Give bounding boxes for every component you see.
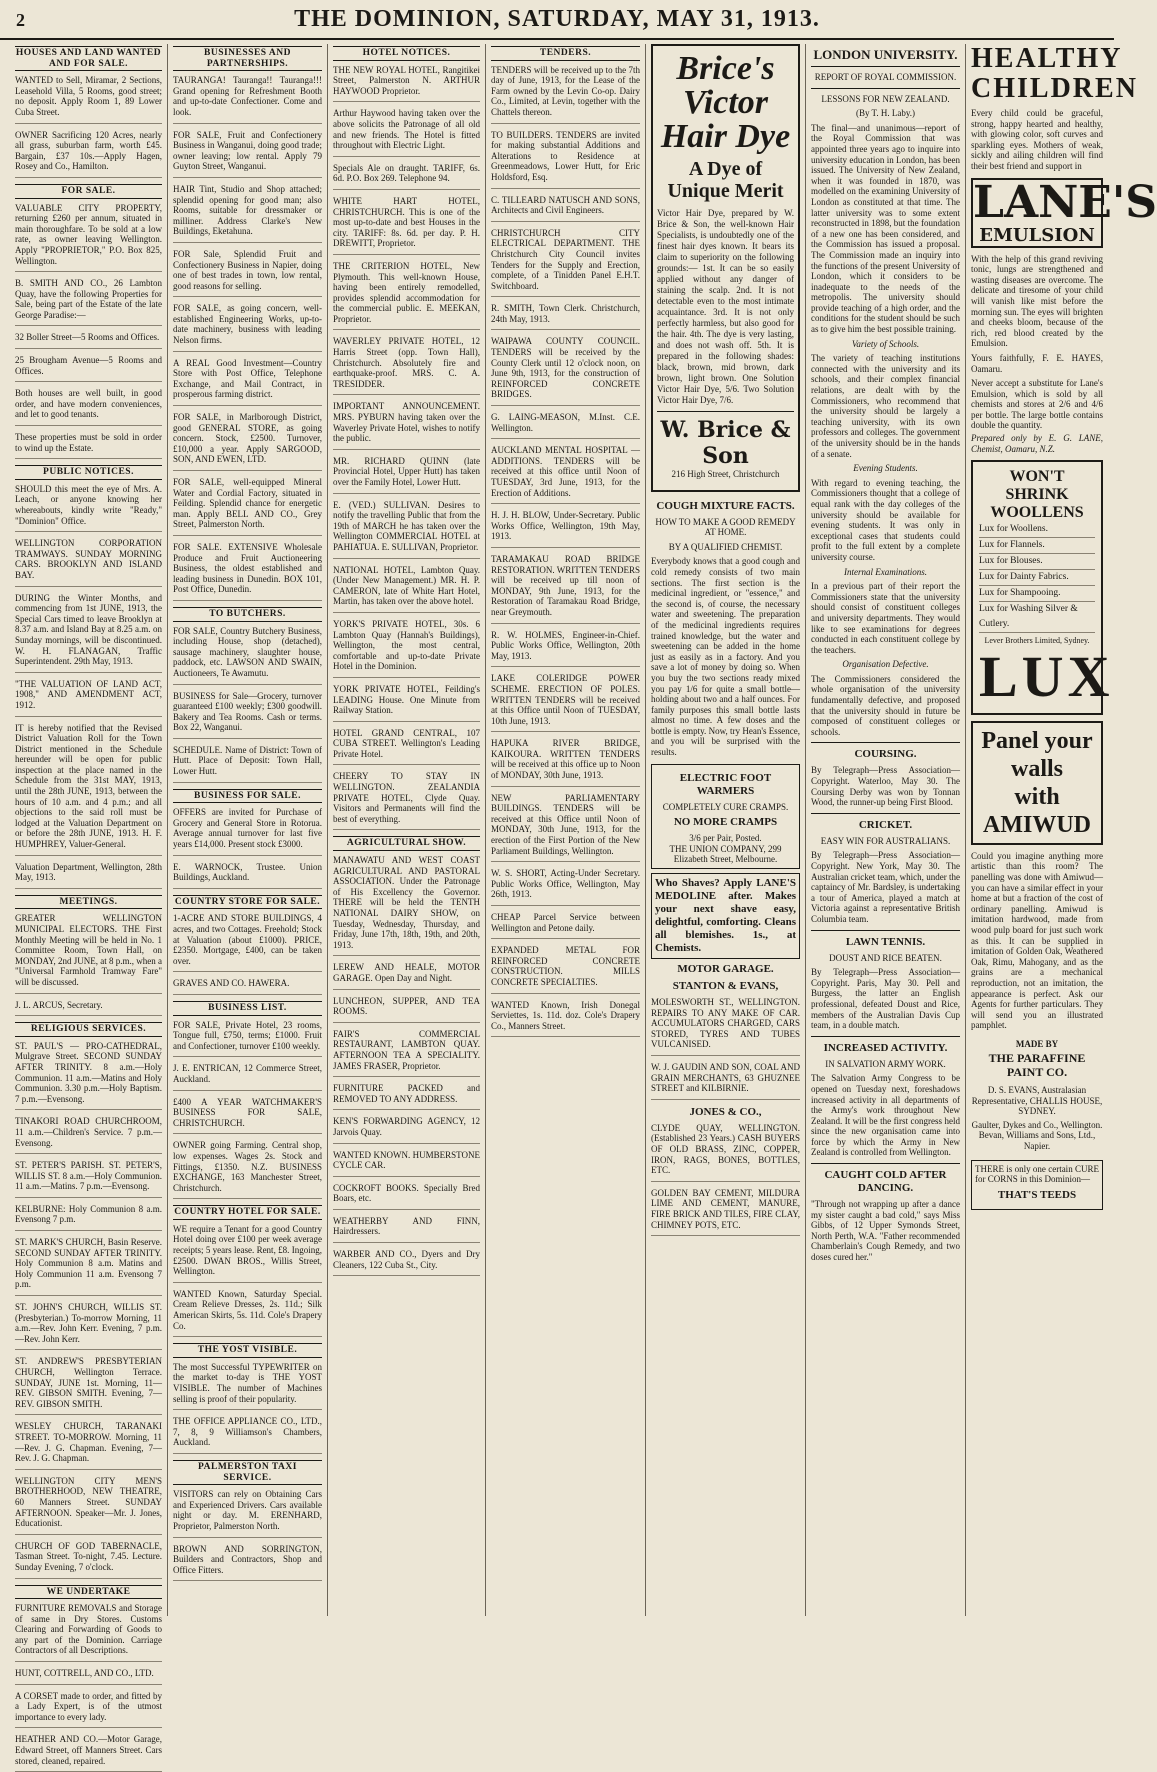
article-byline: BY A QUALIFIED CHEMIST. (668, 541, 783, 552)
classified-item: HAIR Tint, Studio and Shop attached; splendid opening for good man; also Rooms, suitable for dressmaker or milliner. Address Clarke's New Buildings, Eketahuna. (173, 184, 322, 243)
lux-maker: Lever Brothers Limited, Sydney. (984, 636, 1090, 646)
classified-item: BUSINESS for Sale—Grocery, turnover guaranteed £100 weekly; £300 goodwill. Bakery and Tea Rooms. Cash or terms. Box 22, Wanganui. (173, 691, 322, 739)
classified-item: WE require a Tenant for a good Country Hotel doing over £100 per week average receipts; 5 years lease. Rent, £8. Ingoing, £2500. DWAN BROS., Willis Street, Wellington. (173, 1224, 322, 1283)
masthead (0, 0, 1114, 40)
news-heading: INCREASED ACTIVITY. (823, 1041, 948, 1054)
warmer-firm: THE UNION COMPANY, 299 Elizabeth Street, Melbourne. (669, 843, 782, 865)
cement-advert: GOLDEN BAY CEMENT, MILDURA LIME AND CEMENT, MANURE, FIRE BRICK AND TILES, FIRE CLAY, CHIMNEY POTS, ETC. (651, 1188, 800, 1236)
warmer-price: 3/6 per Pair, Posted. (689, 833, 762, 844)
column-hair-dye (646, 44, 806, 1616)
classified-item: HUNT, COTTRELL, AND CO., LTD. (15, 1668, 162, 1685)
classified-item: WHITE HART HOTEL, CHRISTCHURCH. This is one of the most up-to-date and best Houses in the city. TARIFF: 8s. 6d. per day. P. H. DREWITT, Proprietor. (333, 196, 480, 255)
classified-item: FURNITURE REMOVALS and Storage of same in Dry Stores. Customs Clearing and Forwarding of Goods to any part of the Dominion. Carriage Contractors of all Descriptions. (15, 1603, 162, 1662)
classified-item: LEREW AND HEALE, MOTOR GARAGE. Open Day and Night. (333, 962, 480, 989)
classified-item: LAKE COLERIDGE POWER SCHEME. ERECTION OF POLES. WRITTEN TENDERS will be received at this Office until Noon of TUESDAY, 10th June, 1913. (491, 673, 640, 732)
classified-item: FOR SALE, well-equipped Mineral Water and Cordial Factory, situated in Feilding. Splendid chance for energetic man. Apply BELL AND CO., Grey Street, Palmerston North. (173, 477, 322, 536)
news-heading: LAWN TENNIS. (845, 935, 926, 948)
classified-item: VALUABLE CITY PROPERTY, returning £260 per annum, situated in main thoroughfare. To be sold at a low rate, as owner leaving Wellington. Apply "PROPRIETOR," P.O. Box 825, Wellington. (15, 203, 162, 273)
warmer-heading: ELECTRIC FOOT WARMERS (679, 771, 772, 797)
lanes-logo (971, 176, 1157, 248)
classified-item: AUCKLAND MENTAL HOSPITAL — ADDITIONS. TENDERS will be received at this office until Noon of TUESDAY, 3rd June, 1913, for the Erection of Additions. (491, 445, 640, 504)
amiwud-heading-1: Panel your walls (981, 727, 1093, 782)
article-heading: COUGH MIXTURE FACTS. (656, 499, 795, 512)
subsection-heading: Variety of Schools. (851, 338, 920, 349)
classified-item: FOR Sale, Splendid Fruit and Confectionery Business in Napier, doing one of best trades in town, low rental, good reasons for selling. (173, 249, 322, 297)
news-subheading: IN SALVATION ARMY WORK. (825, 1058, 946, 1069)
classified-item: THE NEW ROYAL HOTEL, Rangitikei Street, Palmerston N. ARTHUR HAYWOOD Proprietor. (333, 65, 480, 103)
columns (10, 43, 1157, 1766)
classified-item: GREATER WELLINGTON MUNICIPAL ELECTORS. THE First Monthly Meeting will be held in No. 1 Committee Room, Town Hall, on MONDAY, 2nd JUNE, at 8 p.m., when a "Universal Farmhold Tramway Fare" will be discussed. (15, 913, 162, 993)
classified-item: FOR SALE, as going concern, well-established Engineering Works, up-to-date machinery, business with leading Nelson firms. (173, 303, 322, 351)
lanes-word: LANE'S (973, 176, 1157, 228)
classified-item: Both houses are well built, in good order, and have modern conveniences, and let to good tenants. (15, 388, 162, 426)
classified-item: These properties must be sold in order to wind up the Estate. (15, 432, 162, 459)
classified-item: C. TILLEARD NATUSCH AND SONS, Architects and Civil Engineers. (491, 195, 640, 222)
advert-body: Victor Hair Dye, prepared by W. Brice & Son, the well-known Hair Specialists, is undoubtedly one of the finest hair dyes known. It bears its claim to superiority on the following grounds:— 1st. It can be so easily applied without any danger of staining the scalp. 2nd. It is not detectable even to the most intimate acquaintance. 3rd. It is not only perfectly harmless, but also good for the hair. 4th. The dye is very lasting, and does not wash off. 5th. It is prepared in the following shades: black, brown, mid brown, dark brown, light brown. One Solution Victor Hair Dye, 5/6. Two Solution Victor Hair Dye, 7/6. (657, 208, 794, 405)
lanes-body: With the help of this grand reviving tonic, lungs are strengthened and wasting diseases are overcome. The delicate and tiresome of your child will vanish like mist before the morning sun. The eyes will brighten and cheeks bloom, because of the rich, red blood created by the Emulsion. (971, 253, 1103, 349)
classified-item: J. L. ARCUS, Secretary. (15, 1000, 162, 1017)
classified-item: ST. PAUL'S — PRO-CATHEDRAL, Mulgrave Street. SECOND SUNDAY AFTER TRINITY. 8 a.m.—Holy Communion. 11 a.m.—Matins and Holy Communion. 3.30 p.m.—Holy Baptism. 7 p.m.—Evensong. (15, 1041, 162, 1111)
classified-item: E. WARNOCK, Trustee. Union Buildings, Auckland. (173, 862, 322, 889)
classified-item: TENDERS will be received up to the 7th day of June, 1913, for the Lease of the Farm owned by the Levin Co-op. Dairy Co., Limited, at Levin, together with the Chattels thereon. (491, 65, 640, 124)
classified-item: LUNCHEON, SUPPER, AND TEA ROOMS. (333, 996, 480, 1023)
paraffine-agent: D. S. EVANS, Australasian Representative, CHALLIS HOUSE, SYDNEY. (971, 1084, 1103, 1117)
lanes-testimonial: Yours faithfully, F. E. HAYES, Oamaru. (971, 352, 1103, 374)
column-classifieds (10, 44, 168, 1766)
university-sub2: LESSONS FOR NEW ZEALAND. (821, 93, 950, 104)
section-heading: WE UNDERTAKE (15, 1585, 162, 1600)
news-body: By Telegraph—Press Association—Copyright. Waterloo, May 30. The Coursing Derby was won by Tonnan Wood, the runner-up being First Blood. (811, 765, 960, 808)
amiwud-body: Could you imagine anything more artistic than this room? The panelling was done with Amiwud—you can have a similar effect in your home at but a fraction of the cost of ordinary panelling. Amiwud is imitation hardwood, made from wood pulp board for just such work as this. It can be supplied in imitation of Golden Oak, Weathered Oak, Rimu, Mahogany, and as the grains are a mechanical reproduction, not an imitation, the appearance is perfect. Ask our Agents for further particulars. They will send you an illustrated pamphlet. (971, 850, 1103, 1031)
university-sub1: REPORT OF ROYAL COMMISSION. (814, 72, 957, 82)
classified-item: THE OFFICE APPLIANCE CO., LTD., 7, 8, 9 Williamson's Chambers, Auckland. (173, 1416, 322, 1454)
classified-item: CHURCH OF GOD TABERNACLE, Tasman Street. To-night, 7.45. Lecture. Sunday Evening, 7 o'clock. (15, 1541, 162, 1579)
classified-item: E. (VED.) SULLIVAN. Desires to notify the travelling Public that from the 19th of MARCH he has taken over the Wellington COMMERCIAL HOTEL at PAHIATUA. E. SULLIVAN, Proprietor. (333, 500, 480, 559)
subsection-body: The Commissioners considered the whole organisation of the university fundamentally defective, and proposed that the university should in future be composed of constituent colleges or schools. (811, 673, 960, 737)
classified-item: R. W. HOLMES, Engineer-in-Chief. Public Works Office, Wellington, 20th May, 1913. (491, 630, 640, 668)
section-heading: BUSINESS LIST. (173, 1001, 322, 1016)
classified-item: 32 Boller Street—5 Rooms and Offices. (15, 332, 162, 349)
classified-item: A CORSET made to order, and fitted by a Lady Expert, is of the utmost importance to every lady. (15, 1691, 162, 1729)
classified-item: A REAL Good Investment—Country Store with Post Office, Telephone Exchange, and Mail Contract, in prosperous farming district. (173, 358, 322, 406)
jones-body: CLYDE QUAY, WELLINGTON. (Established 23 Years.) CASH BUYERS OF OLD BRASS, ZINC, COPPER, IRON, RAGS, BONES, BOTTLES, ETC. (651, 1123, 800, 1182)
teeds-body: THERE is only one certain CURE for CORNS in this Dominion— (975, 1163, 1099, 1185)
classified-item: WEATHERBY AND FINN, Hairdressers. (333, 1216, 480, 1243)
garage-firm: STANTON & EVANS, (672, 980, 779, 993)
classified-item: VISITORS can rely on Obtaining Cars and Experienced Drivers. Cars available night or day. M. ERENHARD, Proprietor, Palmerston North. (173, 1489, 322, 1537)
classified-item: ST. MARK'S CHURCH, Basin Reserve. SECOND SUNDAY AFTER TRINITY. Holy Communion 8 a.m. Matins and Holy Communion 11 a.m. Evensong 7 p.m. (15, 1237, 162, 1296)
classified-item: W. S. SHORT, Acting-Under Secretary. Public Works Office, Wellington, May 26th, 1913. (491, 868, 640, 906)
subsection-body: In a previous part of their report the Commissioners state that the university should consist of constituent colleges and university departments. They would like to see examinations for degrees conducted in each constituent college by the teachers. (811, 581, 960, 655)
classified-item: IMPORTANT ANNOUNCEMENT. MRS. PYBURN having taken over the Waverley Private Hotel, wishes to notify the public. (333, 401, 480, 449)
classified-item: FOR SALE, Private Hotel, 23 rooms, Tongue full, £750, terms; £1000. Fruit and Confectioner, turnover £100 weekly. (173, 1020, 322, 1058)
classified-item: CHRISTCHURCH CITY ELECTRICAL DEPARTMENT. THE Christchurch City Council invites Tenders for the Supply and Erection, complete, of a Tinidden Panel E.H.T. Switchboard. (491, 228, 640, 298)
university-byline: (By T. H. Laby.) (855, 108, 916, 119)
classified-item: Valuation Department, Wellington, 28th May, 1913. (15, 862, 162, 889)
amiwud-advert (971, 721, 1103, 845)
advert-subtitle: A Dye of Unique Merit (667, 158, 784, 202)
lanes-maker: Prepared only by E. G. LANE, Chemist, Oamaru, N.Z. (971, 433, 1103, 454)
classified-item: ST. PETER'S PARISH. ST. PETER'S, WILLIS ST. 8 a.m.—Holy Communion. 11 a.m.—Matins. 7 p.m.—Evensong. (15, 1160, 162, 1198)
section-heading: PUBLIC NOTICES. (15, 465, 162, 480)
section-heading: HOTEL NOTICES. (333, 46, 480, 61)
classified-item: H. J. H. BLOW, Under-Secretary. Public Works Office, Wellington, 19th May, 1913. (491, 510, 640, 548)
section-heading: HOUSES AND LAND WANTED AND FOR SALE. (15, 46, 162, 71)
section-heading: COUNTRY HOTEL FOR SALE. (173, 1205, 322, 1220)
news-body: By Telegraph—Press Association—Copyright. New York, May 30. The Australian cricket team, which, under the captaincy of Mr. Bardsley, is undertaking a tour of America, played a match at Victoria against a representative British Columbia team. (811, 850, 960, 924)
classified-item: MR. RICHARD QUINN (late Provincial Hotel, Upper Hutt) has taken over the Family Hotel, Lower Hutt. (333, 456, 480, 494)
garage-heading: MOTOR GARAGE. (677, 963, 774, 976)
classified-item: CHEERY TO STAY IN WELLINGTON. ZEALANDIA PRIVATE HOTEL, Clyde Quay. Visitors and Permanents will find the best of everything. (333, 771, 480, 830)
news-body: By Telegraph—Press Association—Copyright. Paris, May 30. Pell and Burgess, the latter an English professional, defeated Doust and Rice, members of the Australian Davis Cup team, in a double match. (811, 967, 960, 1031)
section-heading: TO BUTCHERS. (173, 607, 322, 622)
classified-item: KEN'S FORWARDING AGENCY, 12 Jarvois Quay. (333, 1116, 480, 1143)
classified-item: NEW PARLIAMENTARY BUILDINGS. TENDERS will be received at this Office until Noon of MONDAY, 30th June, 1913, for the erection of the First Portion of the New Parliament Buildings, Wellington. (491, 793, 640, 863)
lux-list-item: Lux for Shampooing. (979, 586, 1095, 602)
lanes-note: Never accept a substitute for Lane's Emulsion, which is sold by all chemists and stores at 2/6 and 4/6 per bottle. The large bottle contains double the quantity. (971, 378, 1103, 431)
classified-item: TARAMAKAU ROAD BRIDGE RESTORATION. WRITTEN TENDERS will be received up till noon of MONDAY, 9th June, 1913, for the Restoration of Taramakau Road Bridge, near Greymouth. (491, 554, 640, 624)
classified-item: ST. ANDREW'S PRESBYTERIAN CHURCH, Wellington Terrace. SUNDAY, JUNE 1st. Morning, 11—REV. GIBSON SMITH. Evening, 7—REV. GIBSON SMITH. (15, 1356, 162, 1415)
classified-item: The most Successful TYPEWRITER on the market to-day is THE YOST VISIBLE. The number of Machines selling is proof of their popularity. (173, 1362, 322, 1410)
emulsion-word: EMULSION (979, 224, 1095, 246)
classified-item: WANTED to Sell, Miramar, 2 Sections, Leasehold Villa, 5 Rooms, good street; no deposit. Apply Room 1, 89 Lower Cuba Street. (15, 75, 162, 123)
classified-item: GRAVES AND CO. HAWERA. (173, 978, 322, 995)
foot-warmer-advert (651, 764, 800, 869)
classified-item: THE CRITERION HOTEL, New Plymouth. This well-known House, having been entirely remodelled, provides splendid accommodation for the commercial public. E. MEEKAN, Proprietor. (333, 261, 480, 331)
paraffine-advert (971, 1037, 1103, 1079)
coal-advert: W. J. GAUDIN AND SON, COAL AND GRAIN MERCHANTS, 63 GHUZNEE STREET and KILBIRNIE. (651, 1062, 800, 1100)
advert-firm: W. Brice & Son (660, 417, 791, 469)
advert-title-2: Hair Dye (660, 118, 791, 155)
news-body: "Through not wrapping up after a dance my sister caught a bad cold," says Miss Gibbs, of 12 Upper Symonds Street, North Perth, W.A. "Father recommended Chamberlain's Cough Remedy, and two doses cured her." (811, 1199, 960, 1263)
classified-item: CHEAP Parcel Service between Wellington and Petone daily. (491, 912, 640, 939)
classified-item: EXPANDED METAL FOR REINFORCED CONCRETE CONSTRUCTION. MILLS CONCRETE SPECIALTIES. (491, 945, 640, 993)
jones-heading: JONES & CO., (689, 1105, 762, 1118)
teeds-brand: THAT'S TEEDS (997, 1188, 1077, 1201)
classified-item: COCKROFT BOOKS. Specially Bred Boars, etc. (333, 1183, 480, 1210)
classified-item: YORK PRIVATE HOTEL, Feilding's LEADING House. One Minute from Railway Station. (333, 684, 480, 722)
classified-item: DURING the Winter Months, and commencing from 1st JUNE, 1913, the Special Cars timed to leave Brooklyn at 8.37 a.m. and Island Bay at 8.25 a.m. on Sunday mornings, will be discontinued. W. H. FLANAGAN, Traffic Superintendent. 29th May, 1913. (15, 593, 162, 673)
section-heading: BUSINESSES AND PARTNERSHIPS. (173, 46, 322, 71)
classified-item: WANTED Known, Irish Donegal Serviettes, 1s. 11d. doz. Cole's Drapery Co., Manners Street. (491, 1000, 640, 1038)
classified-item: SCHEDULE. Name of District: Town of Hutt. Place of Deposit: Town Hall, Lower Hutt. (173, 745, 322, 783)
classified-item: TAURANGA! Tauranga!! Tauranga!!! Grand opening for Refreshment Booth and up-to-date Confectioner. Come and look. (173, 75, 322, 123)
made-by: MADE BY (1015, 1038, 1059, 1049)
classified-item: R. SMITH, Town Clerk. Christchurch, 24th May, 1913. (491, 303, 640, 330)
classified-item: NATIONAL HOTEL, Lambton Quay. (Under New Management.) MR. H. P. CAMERON, late of White Hart Hotel, Martin, has taken over the above hotel. (333, 565, 480, 613)
classified-item: HEATHER AND CO.—Motor Garage, Edward Street, off Manners Street. Cars stored, cleaned, repaired. (15, 1734, 162, 1772)
classified-item: HAPUKA RIVER BRIDGE, KAIKOURA. WRITTEN TENDERS will be received at this office up to Noon of MONDAY, 30th June, 1913. (491, 738, 640, 786)
subsection-heading: Internal Examinations. (844, 566, 927, 577)
news-subheading: EASY WIN FOR AUSTRALIANS. (820, 835, 951, 846)
subsection-heading: Evening Students. (853, 463, 918, 474)
garage-body: MOLESWORTH ST., WELLINGTON. REPAIRS TO ANY MAKE OF CAR. ACCUMULATORS CHARGED, CARS STORED, TYRES AND TUBES VULCANISED. (651, 997, 800, 1056)
warmer-line: NO MORE CRAMPS (673, 816, 778, 829)
lux-list (979, 522, 1095, 633)
warmer-sub: COMPLETELY CURE CRAMPS. (662, 801, 789, 812)
classified-item: OWNER Sacrificing 120 Acres, nearly all grass, suburban farm, worth £45. Bargain, £37 10s.—Apply Hagen, Rosey and Co., Hamilton. (15, 130, 162, 178)
section-heading: AGRICULTURAL SHOW. (333, 836, 480, 851)
subsection-body: With regard to evening teaching, the Commissioners thought that a college of equal rank with the day colleges of the university should be available for evening students. It was only in exceptional cases that students could profit to the full extent by a complete university course. (811, 477, 960, 562)
lux-list-item: Lux for Washing Silver & Cutlery. (979, 602, 1095, 633)
amiwud-heading-2: with AMIWUD (983, 783, 1091, 838)
classified-item: ST. JOHN'S CHURCH, WILLIS ST. (Presbyterian.) To-morrow Morning, 11 a.m.—Rev. John Kerr. Evening, 7 p.m.—Rev. John Kerr. (15, 1302, 162, 1350)
lux-wont: WON'T SHRINK WOOLLENS (990, 468, 1084, 522)
classified-item: IT is hereby notified that the Revised District Valuation Roll for the Town District mentioned in the Schedule hereunder will be open for public inspection at the place named in the Schedule from the 31st MAY, 1913, until the 28th JUNE, 1913, between the hours of 10 a.m. and 4 p.m.; and all objections to the said roll must be lodged at the Valuation Department on or before the 28th JUNE, 1913. H. F. HUMPHREY, Valuer-General. (15, 723, 162, 856)
classified-item: YORK'S PRIVATE HOTEL, 30s. 6 Lambton Quay (Hannah's Buildings), Wellington, the most central, comfortable and up-to-date Private Hotel in the Dominion. (333, 619, 480, 678)
column-tenders (486, 44, 646, 1616)
column-businesses (168, 44, 328, 1616)
classified-item: J. E. ENTRICAN, 12 Commerce Street, Auckland. (173, 1063, 322, 1090)
university-heading: LONDON UNIVERSITY. (813, 47, 958, 62)
classified-item: 1-ACRE AND STORE BUILDINGS, 4 acres, and two Cottages. Freehold; Stock at Valuation (about £1000). PRICE, £2350. Mortgage, £400, can be taken over. (173, 913, 322, 972)
classified-item: WAIPAWA COUNTY COUNCIL. TENDERS will be received by the County Clerk until 12 o'clock noon, on June 9th, 1913, for the construction of REINFORCED CONCRETE BRIDGES. (491, 336, 640, 406)
section-heading: MEETINGS. (15, 895, 162, 910)
lux-word: LUX (979, 643, 1114, 709)
classified-item: WELLINGTON CORPORATION TRAMWAYS. SUNDAY MORNING CARS. BROOKLYN AND ISLAND BAY. (15, 538, 162, 586)
lux-list-item: Lux for Dainty Fabrics. (979, 570, 1095, 586)
paraffine-agents: Gaulter, Dykes and Co., Wellington. Bevan, Williams and Sons, Ltd., Napier. (971, 1119, 1103, 1151)
news-heading: CRICKET. (858, 818, 913, 831)
classified-item: WANTED Known, Saturday Special. Cream Relieve Dresses, 2s. 11d.; Silk American Skirts, 5s. 11d. Cole's Drapery Co. (173, 1289, 322, 1337)
classified-item: FURNITURE PACKED and REMOVED TO ANY ADDRESS. (333, 1083, 480, 1110)
classified-item: WARBER AND CO., Dyers and Dry Cleaners, 122 Cuba St., City. (333, 1249, 480, 1276)
healthy-children-heading: HEALTHY CHILDREN (971, 43, 1138, 104)
classified-item: TO BUILDERS. TENDERS are invited for making substantial Additions and Alterations to Residence at Greenmeadows, Lower Hutt, for Eric Holdsford, Esq. (491, 130, 640, 189)
classified-item: B. SMITH AND CO., 26 Lambton Quay, have the following Properties for Sale, being part of the Estate of the late George Paradise:— (15, 278, 162, 326)
news-heading: CAUGHT COLD AFTER DANCING. (824, 1169, 947, 1195)
classified-item: HOTEL GRAND CENTRAL, 107 CUBA STREET. Wellington's Leading Private Hotel. (333, 728, 480, 766)
classified-item: FOR SALE, Fruit and Confectionery Business in Wanganui, doing good trade; owner leaving; low rental. Apply 79 Guyton Street, Wanganui. (173, 130, 322, 178)
classified-item: 25 Brougham Avenue—5 Rooms and Offices. (15, 355, 162, 382)
classified-item: TINAKORI ROAD CHURCHROOM, 11 a.m.—Children's Service. 7 p.m.—Evensong. (15, 1116, 162, 1154)
subsection-heading: Organisation Defective. (842, 659, 929, 670)
paraffine-firm: THE PARAFFINE PAINT CO. (988, 1050, 1086, 1079)
classified-item: MANAWATU AND WEST COAST AGRICULTURAL AND PASTORAL ASSOCIATION. Under the Patronage of His Excellency the Governor. THERE will be held the TENTH NATIONAL DAIRY SHOW, on Tuesday, Wednesday, Thursday, and Friday, June 17th, 18th, 19th, and 20th, 1913. (333, 855, 480, 956)
classified-item: SHOULD this meet the eye of Mrs. A. Leach, or anyone knowing her whereabouts, kindly write "Ready," "Dominion" Office. (15, 484, 162, 532)
subsection-body: The variety of teaching institutions connected with the university and its schools, and their complex financial relations, are dealt with by the Commissioners, who recommend that the university should be largely a teaching university, with its own professors and colleges. The government of the university should be in the hands of a senate. (811, 353, 960, 459)
classified-item: "THE VALUATION OF LAND ACT, 1908," AND AMENDMENT ACT, 1912. (15, 679, 162, 717)
section-heading: TENDERS. (491, 46, 640, 61)
column-display-ads (966, 43, 1157, 1616)
classified-item: FOR SALE. EXTENSIVE Wholesale Produce and Fruit Auctioneering Business, the oldest established and leading business in Dunedin. BOX 101, Post Office, Dunedin. (173, 542, 322, 601)
classified-item: WANTED KNOWN. HUMBERSTONE CYCLE CAR. (333, 1150, 480, 1177)
section-heading: BUSINESS FOR SALE. (173, 789, 322, 804)
university-body: The final—and unanimous—report of the Royal Commission that was appointed three years ago to inquire into university education in London, has been issued. The University of New Zealand, when it was founded in 1870, was modelled on the examining University of London as constituted at that time. The latter university was to some extent reconstructed in 1898, but the foundation of a new one has been considered, and the Commission has issued a proposal. The Commission made an inquiry into the functions of the present University of London, which it considers to be inadequate to the needs of the metropolis. The university should provide teaching of a high order, and the conditions for the student should be such as to give him the best possible training. (811, 122, 960, 335)
classified-item: G. LAING-MEASON, M.Inst. C.E. Wellington. (491, 412, 640, 439)
classified-item: £400 A YEAR WATCHMAKER'S BUSINESS FOR SALE, CHRISTCHURCH. (173, 1097, 322, 1135)
classified-item: Arthur Haywood having taken over the above solicits the Patronage of all old and new friends. The Hotel is fitted throughout with Electric Light. (333, 108, 480, 156)
advert-title: Brice's Victor (676, 50, 775, 121)
classified-item: KELBURNE: Holy Communion 8 a.m. Evensong 7 p.m. (15, 1204, 162, 1231)
lux-list-item: Lux for Woollens. (979, 522, 1095, 538)
lux-advert (971, 460, 1114, 715)
classified-item: WAVERLEY PRIVATE HOTEL, 12 Harris Street (opp. Town Hall), Christchurch. Absolutely fire and earthquake-proof. MRS. C. A. TRESIDDER. (333, 336, 480, 395)
article-body: Everybody knows that a good cough and cold remedy consists of two main sections. The first section is the medicinal ingredient, or "essence," and the second is, of course, the necessary water and sweetening. The preparation of the medicinal ingredients requires trained knowledge, but the water and sweetening can be added in the home just as easily as in a factory. And you save a lot of money by doing so. When you buy the two sections ready mixed you pay 1/6 for quite a small bottle—holding about two and a half ounces. For family purposes this small bottle lasts almost no time. A few doses and the bottle is empty. Now, try Hean's Essence, and you will be surprised with the results. (651, 556, 800, 758)
classified-item: WELLINGTON CITY MEN'S BROTHERHOOD, NEW THEATRE, 60 Manners Street. SUNDAY AFTERNOON. Speaker—Mr. J. Jones, Educationist. (15, 1476, 162, 1535)
classified-item: FOR SALE, Country Butchery Business, including House, shop (detached), sausage machinery, slaughter house, paddock, etc. LAWSON AND SWAIN, Auctioneers, Te Awamutu. (173, 626, 322, 685)
classified-item: WESLEY CHURCH, TARANAKI STREET. TO-MORROW. Morning, 11—Rev. J. G. Chapman. Evening, 7—Rev. J. G. Chapman. (15, 1421, 162, 1469)
hair-dye-advert (651, 44, 800, 492)
section-heading: THE YOST VISIBLE. (173, 1343, 322, 1358)
lux-list-item: Lux for Blouses. (979, 554, 1095, 570)
lanes-medoline-note: Who Shaves? Apply LANE'S MEDOLINE after. Makes your next shave easy, delightful, comforting. Cleans all blemishes. 1s., at Chemists. (651, 873, 800, 959)
news-heading: COURSING. (854, 748, 917, 761)
classified-item: FAIR'S COMMERCIAL RESTAURANT, LAMBTON QUAY. AFTERNOON TEA A SPECIALITY. JAMES FRASER, Proprietor. (333, 1029, 480, 1077)
news-subheading: DOUST AND RICE BEATEN. (829, 952, 942, 963)
advert-address: 216 High Street, Christchurch (671, 469, 780, 479)
newspaper-title: THE DOMINION, SATURDAY, MAY 31, 1913. (294, 6, 820, 32)
classified-item: FOR SALE, in Marlborough District, good GENERAL STORE, as going concern. Stock, £2500. Turnover, £10,000 a year. Apply SARGOOD, SON, AND EWEN, LTD. (173, 412, 322, 471)
page-number: 2 (16, 10, 25, 30)
classified-item: OWNER going Farming. Central shop, low expenses. Wages 2s. Stock and Fittings, £1350. N.Z. BUSINESS EXCHANGE, 163 Manchester Street, Christchurch. (173, 1140, 322, 1199)
healthy-body: Every child could be graceful, strong, happy hearted and healthy, with glowing color, soft curves and sparkling eyes. Mothers of weak, sickly and ailing children will find their best friend and support in (971, 108, 1103, 171)
section-heading: FOR SALE. (15, 184, 162, 199)
classified-item: Specials Ale on draught. TARIFF, 6s. 6d. P.O. Box 269. Telephone 94. (333, 163, 480, 190)
section-heading: RELIGIOUS SERVICES. (15, 1022, 162, 1037)
column-hotels (328, 44, 486, 1616)
article-sub: HOW TO MAKE A GOOD REMEDY AT HOME. (655, 516, 796, 538)
news-body: The Salvation Army Congress to be opened on Tuesday next, foreshadows increased activity in all departments of the Army's work throughout New Zealand. It will be the first congress held since the new organisation came into force by which the Army in New Zealand is controlled from Wellington. (811, 1073, 960, 1158)
section-heading: COUNTRY STORE FOR SALE. (173, 895, 322, 910)
column-university (806, 44, 966, 1616)
classified-item: BROWN AND SORRINGTON, Builders and Contractors, Shop and Office Fitters. (173, 1544, 322, 1582)
classified-item: OFFERS are invited for Purchase of Grocery and General Store in Rotorua. Average annual turnover for last five years £14,000. Present stock £3000. (173, 807, 322, 855)
section-heading: PALMERSTON TAXI SERVICE. (173, 1460, 322, 1485)
teeds-advert (971, 1160, 1103, 1210)
lux-list-item: Lux for Flannels. (979, 538, 1095, 554)
